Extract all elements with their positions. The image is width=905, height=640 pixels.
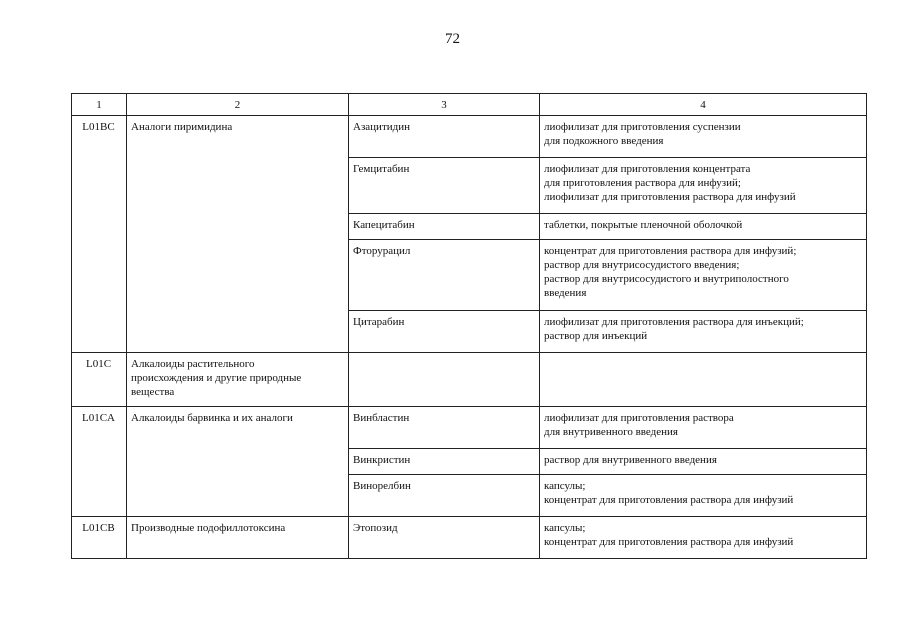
dosage-forms: лиофилизат для приготовления суспензии для подкожного введения: [540, 116, 867, 158]
atc-code: L01C: [72, 353, 127, 407]
dosage-forms: капсулы; концентрат для приготовления раствора для инфузий: [540, 517, 867, 559]
drug-name: Цитарабин: [349, 311, 540, 353]
atc-code: L01CB: [72, 517, 127, 559]
dosage-forms: лиофилизат для приготовления концентрата для приготовления раствора для инфузий; лиофилизат для приготовления раствора для инфузий: [540, 158, 867, 214]
drug-name: Винбластин: [349, 407, 540, 449]
drug-name: Винкристин: [349, 449, 540, 475]
column-header-4: 4: [540, 94, 867, 116]
drug-name: Фторурацил: [349, 240, 540, 311]
group-name: Аналоги пиримидина: [127, 116, 349, 353]
table-row: [72, 517, 867, 559]
dosage-forms: таблетки, покрытые пленочной оболочкой: [540, 214, 867, 240]
dosage-forms: лиофилизат для приготовления раствора для инъекций; раствор для инъекций: [540, 311, 867, 353]
table-row: [72, 116, 867, 158]
dosage-forms-empty: [540, 353, 867, 407]
group-name: Алкалоиды растительного происхождения и другие природные вещества: [127, 353, 349, 407]
page-number: 72: [445, 31, 460, 47]
column-header-1: 1: [72, 94, 127, 116]
drug-table: [71, 93, 867, 559]
drug-name: Винорелбин: [349, 475, 540, 517]
dosage-forms: лиофилизат для приготовления раствора для внутривенного введения: [540, 407, 867, 449]
drug-name: Этопозид: [349, 517, 540, 559]
column-header-3: 3: [349, 94, 540, 116]
dosage-forms: концентрат для приготовления раствора для инфузий; раствор для внутрисосудистого введения; раствор для внутрисосудистого и внутриполостного введения: [540, 240, 867, 311]
dosage-forms: капсулы; концентрат для приготовления раствора для инфузий: [540, 475, 867, 517]
table-row: [72, 353, 867, 407]
table-row: [72, 407, 867, 449]
group-name: Алкалоиды барвинка и их аналоги: [127, 407, 349, 517]
table-header-row: [72, 94, 867, 116]
drug-name-empty: [349, 353, 540, 407]
drug-name: Капецитабин: [349, 214, 540, 240]
drug-name: Азацитидин: [349, 116, 540, 158]
dosage-forms: раствор для внутривенного введения: [540, 449, 867, 475]
drug-name: Гемцитабин: [349, 158, 540, 214]
atc-code: L01CA: [72, 407, 127, 517]
atc-code: L01BC: [72, 116, 127, 353]
group-name: Производные подофиллотоксина: [127, 517, 349, 559]
column-header-2: 2: [127, 94, 349, 116]
